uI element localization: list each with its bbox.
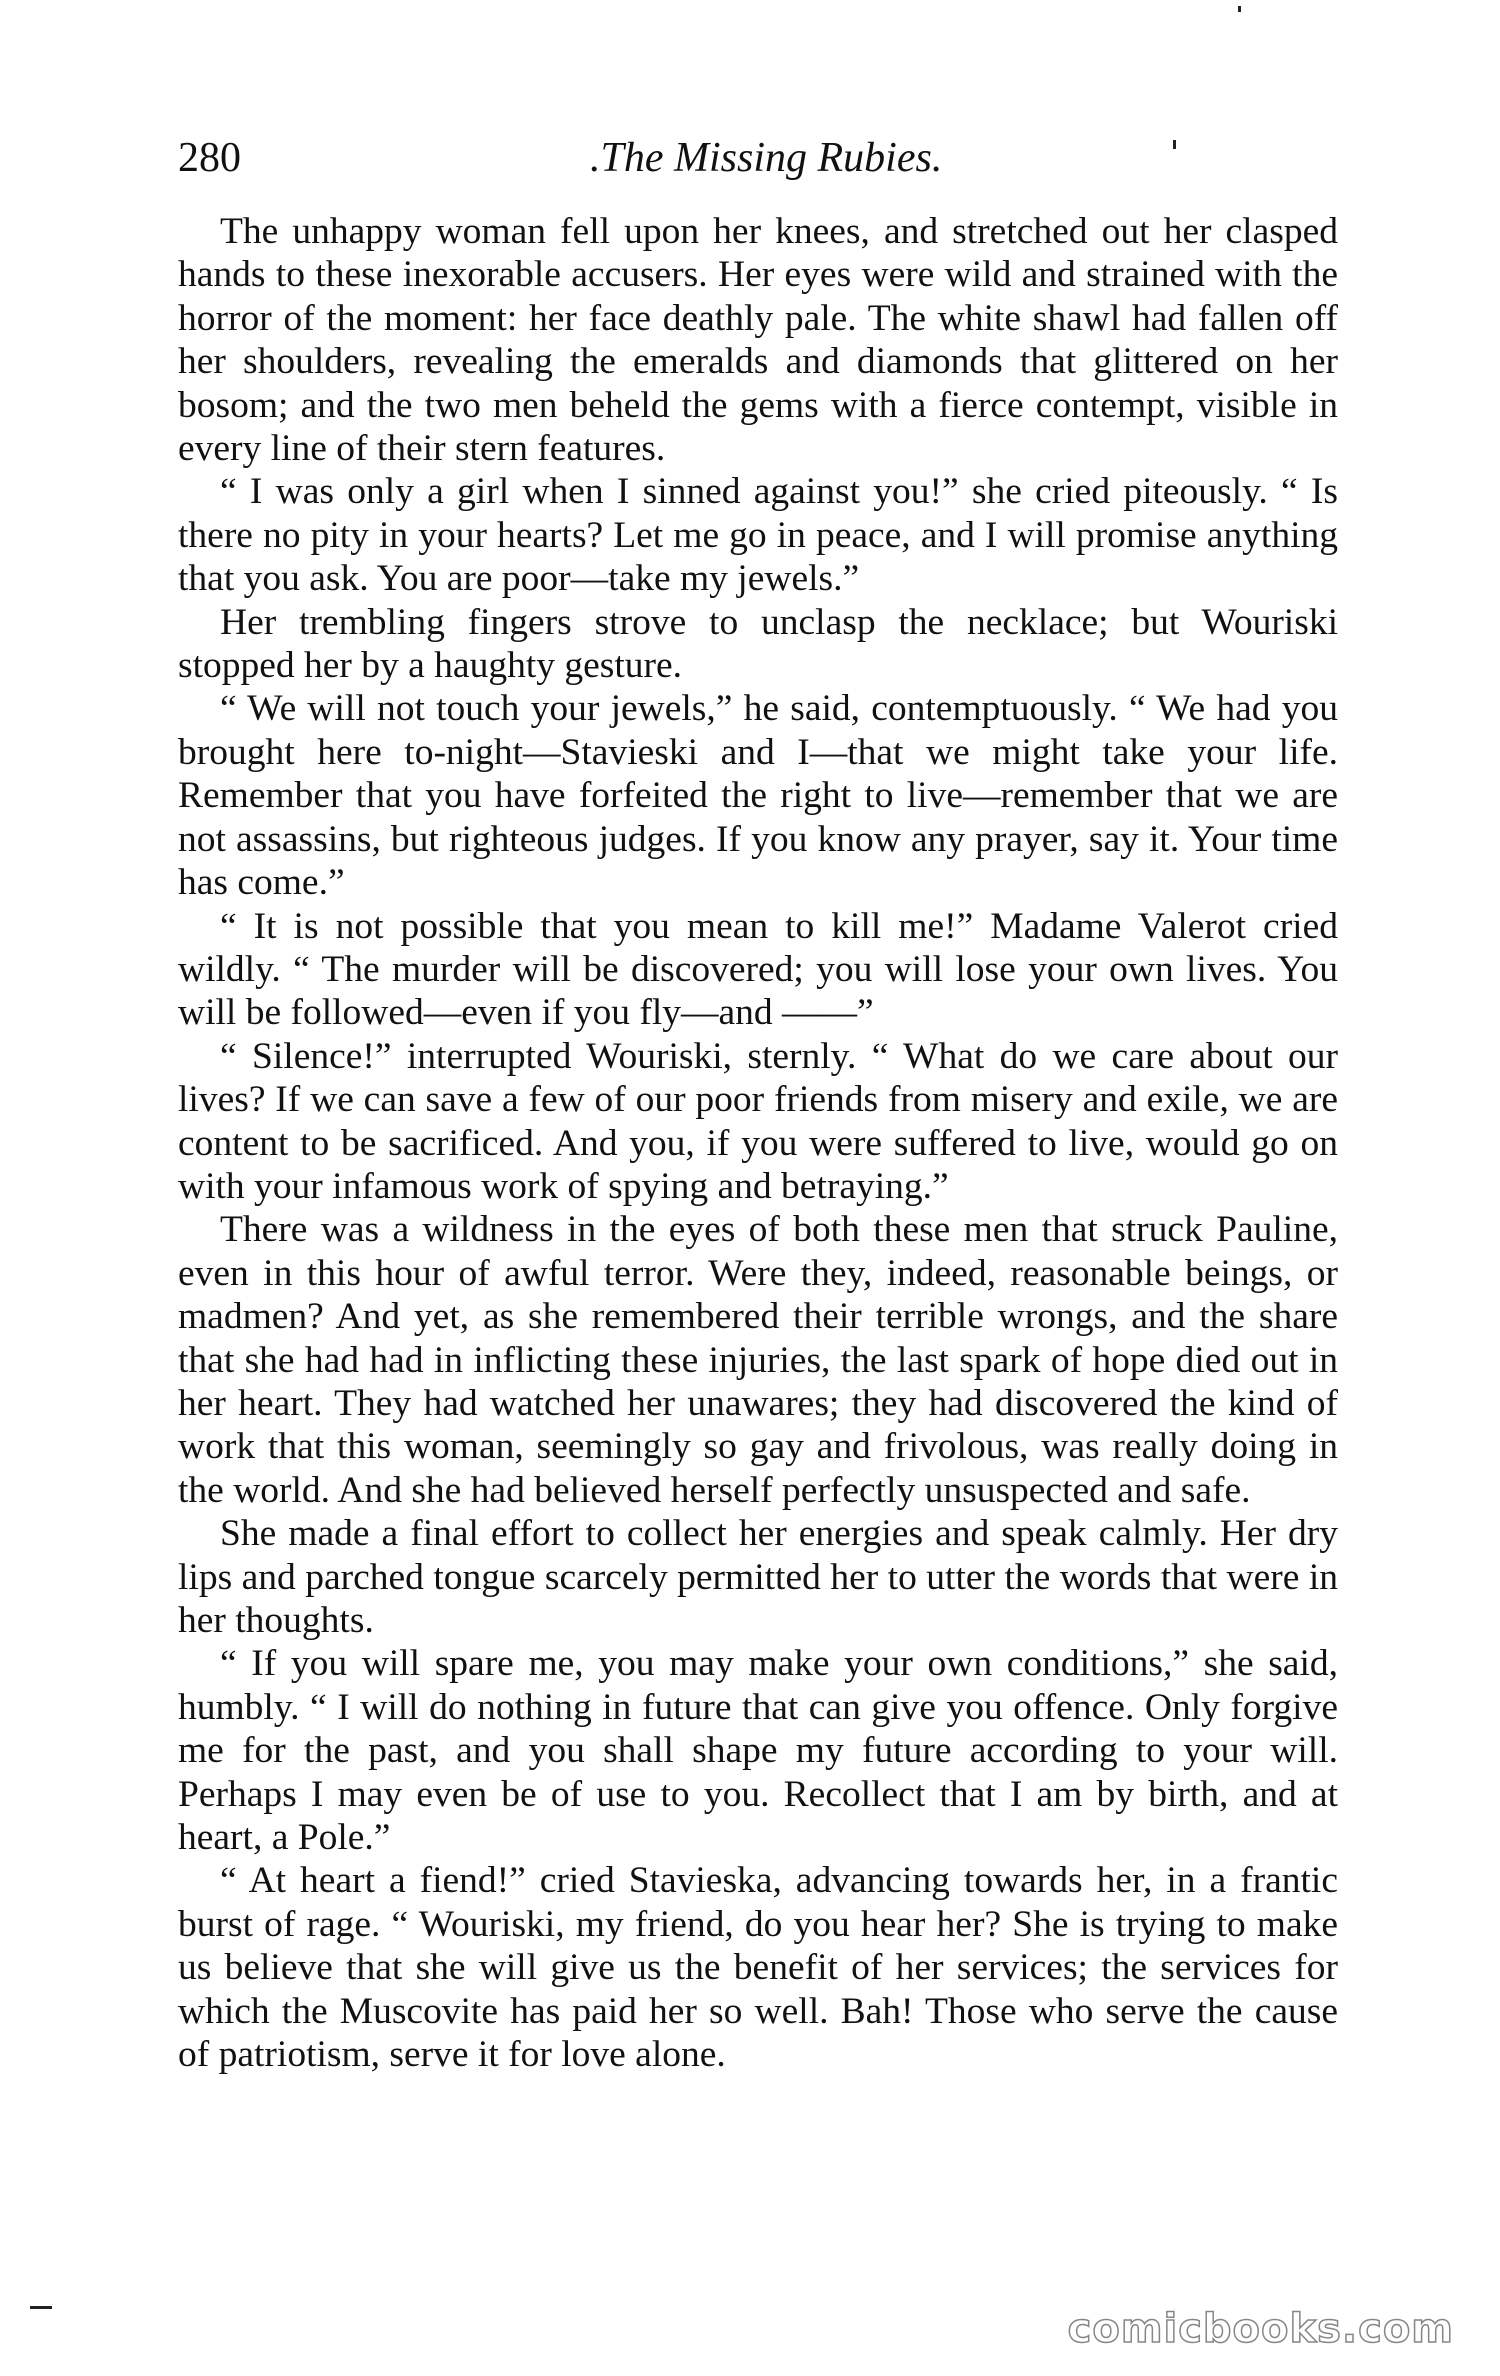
paragraph: There was a wildness in the eyes of both these men that struck Pauline, even in this hour of awful terror. Were they, indeed, reasonable beings, or madmen? And yet, as she remembered their terrible wrongs, and the share that she had had in inflicting these injuries, the last spark of hope died out in her heart. They had watched her unawares; they had discovered the kind of work that this woman, seemingly so gay and frivolous, was really doing in the world. And she had believed herself perfectly unsuspected and safe. (178, 1209, 1338, 1511)
site-watermark: comicbooks.com (1067, 2306, 1454, 2352)
margin-speck (1173, 140, 1176, 149)
paragraph: “ At heart a fiend!” cried Stavieska, advancing towards her, in a frantic burst of rage. “ Wouriski, my friend, do you hear her? She is trying to make us believe that she will give us the benefit of her services; the services for which the Muscovite has paid her so well. Bah! Those who serve the cause of patriotism, serve it for love alone. (178, 1860, 1338, 2076)
body-text (178, 210, 1338, 2076)
page-number: 280 (178, 135, 241, 181)
paragraph: “ If you will spare me, you may make your own conditions,” she said, humbly. “ I will do nothing in future that can give you offence. Only forgive me for the past, and you shall shape my future according to your will. Perhaps I may even be of use to you. Recollect that I am by birth, and at heart, a Pole.” (178, 1643, 1338, 1859)
paragraph: “ It is not possible that you mean to kill me!” Madame Valerot cried wildly. “ The murder will be discovered; you will lose your own lives. You will be followed—even if you fly—and ——” (178, 905, 1338, 1034)
margin-dash (30, 2306, 52, 2309)
paragraph: “ I was only a girl when I sinned against you!” she cried piteously. “ Is there no pity in your hearts? Let me go in peace, and I will promise anything that you ask. You are poor—take my jewels.” (178, 471, 1338, 600)
paragraph: “ Silence!” interrupted Wouriski, sternly. “ What do we care about our lives? If we can save a few of our poor friends from misery and exile, we are content to be sacrificed. And you, if you were suffered to live, would go on with your infamous work of spying and betraying.” (178, 1035, 1338, 1207)
paragraph: “ We will not touch your jewels,” he said, contemptuously. “ We had you brought here to-night—Stavieski and I—that we might take your life. Remember that you have forfeited the right to live—remember that we are not assassins, but righteous judges. If you know any prayer, say it. Your time has come.” (178, 688, 1338, 904)
paragraph: She made a final effort to collect her energies and speak calmly. Her dry lips and parched tongue scarcely permitted her to utter the words that were in her thoughts. (178, 1513, 1338, 1641)
paragraph: Her trembling fingers strove to unclasp the necklace; but Wouriski stopped her by a haughty gesture. (178, 601, 1338, 687)
margin-speck (1238, 6, 1241, 12)
running-header (170, 128, 1340, 188)
running-title: .The Missing Rubies. (590, 135, 943, 181)
paragraph: The unhappy woman fell upon her knees, and stretched out her clasped hands to these inexorable accusers. Her eyes were wild and strained with the horror of the moment: her face deathly pale. The white shawl had fallen off her shoulders, revealing the emeralds and diamonds that glittered on her bosom; and the two men beheld the gems with a fierce contempt, visible in every line of their stern features. (178, 211, 1338, 470)
